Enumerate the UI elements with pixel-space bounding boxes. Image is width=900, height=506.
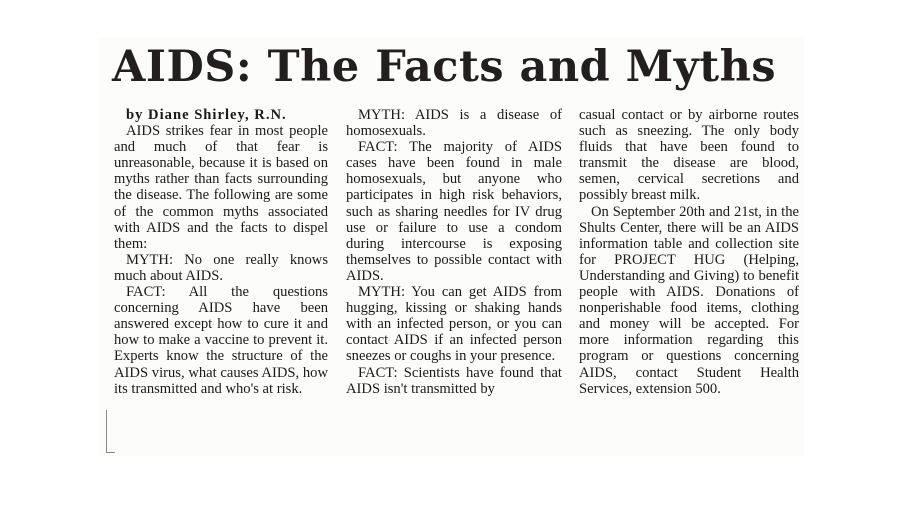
scan-mark-vertical bbox=[106, 410, 107, 452]
paragraph-myth-1: MYTH: No one really knows much about AIDS. bbox=[114, 251, 328, 284]
article-column-1 bbox=[114, 107, 328, 397]
byline: by Diane Shirley, R.N. bbox=[126, 107, 287, 123]
paragraph-fact-1: FACT: All the questions concerning AIDS have been answered except how to cure it and how to make a vaccine to prevent it. Experts know the structure of the AIDS virus, what causes AIDS, how its transmitted and who's at risk. bbox=[114, 284, 328, 397]
headline: AIDS: The Facts and Myths bbox=[112, 42, 777, 92]
newspaper-clipping bbox=[98, 38, 804, 456]
paragraph-event-info: On September 20th and 21st, in the Shults Center, there will be an AIDS information table and collection site for PROJECT HUG (Helping, Understanding and Giving) to benefit people with AIDS. Donations of nonperishable food items, clothing and money will be accepted. For more information regarding this program or questions concerning AIDS, contact Student Health Services, extension 500. bbox=[579, 203, 799, 397]
article-column-3 bbox=[579, 107, 799, 397]
article-column-2 bbox=[346, 107, 562, 397]
paragraph-fact-3-continued: casual contact or by airborne routes such as sneezing. The only body fluids that have been found to transmit the disease are blood, semen, cervical secretions and possibly breast milk. bbox=[579, 107, 799, 204]
paragraph-fact-2: FACT: The majority of AIDS cases have been found in male homosexuals, but anyone who participates in high risk behaviors, such as sharing needles for IV drug use or failure to use a condom during intercourse is exposing themselves to possible contact with AIDS. bbox=[346, 139, 562, 284]
paragraph-intro: AIDS strikes fear in most people and much of that fear is unreasonable, because it is based on myths rather than facts surrounding the disease. The following are some of the common myths associated with AIDS and the facts to dispel them: bbox=[114, 123, 328, 252]
scan-mark-horizontal bbox=[106, 452, 115, 453]
paragraph-fact-3-start: FACT: Scientists have found that AIDS isn't transmitted by bbox=[346, 364, 562, 397]
paragraph-myth-3: MYTH: You can get AIDS from hugging, kissing or shaking hands with an infected person, or you can contact AIDS if an infected person sneezes or coughs in your presence. bbox=[346, 284, 562, 365]
paragraph-myth-2: MYTH: AIDS is a disease of homosexuals. bbox=[346, 107, 562, 140]
